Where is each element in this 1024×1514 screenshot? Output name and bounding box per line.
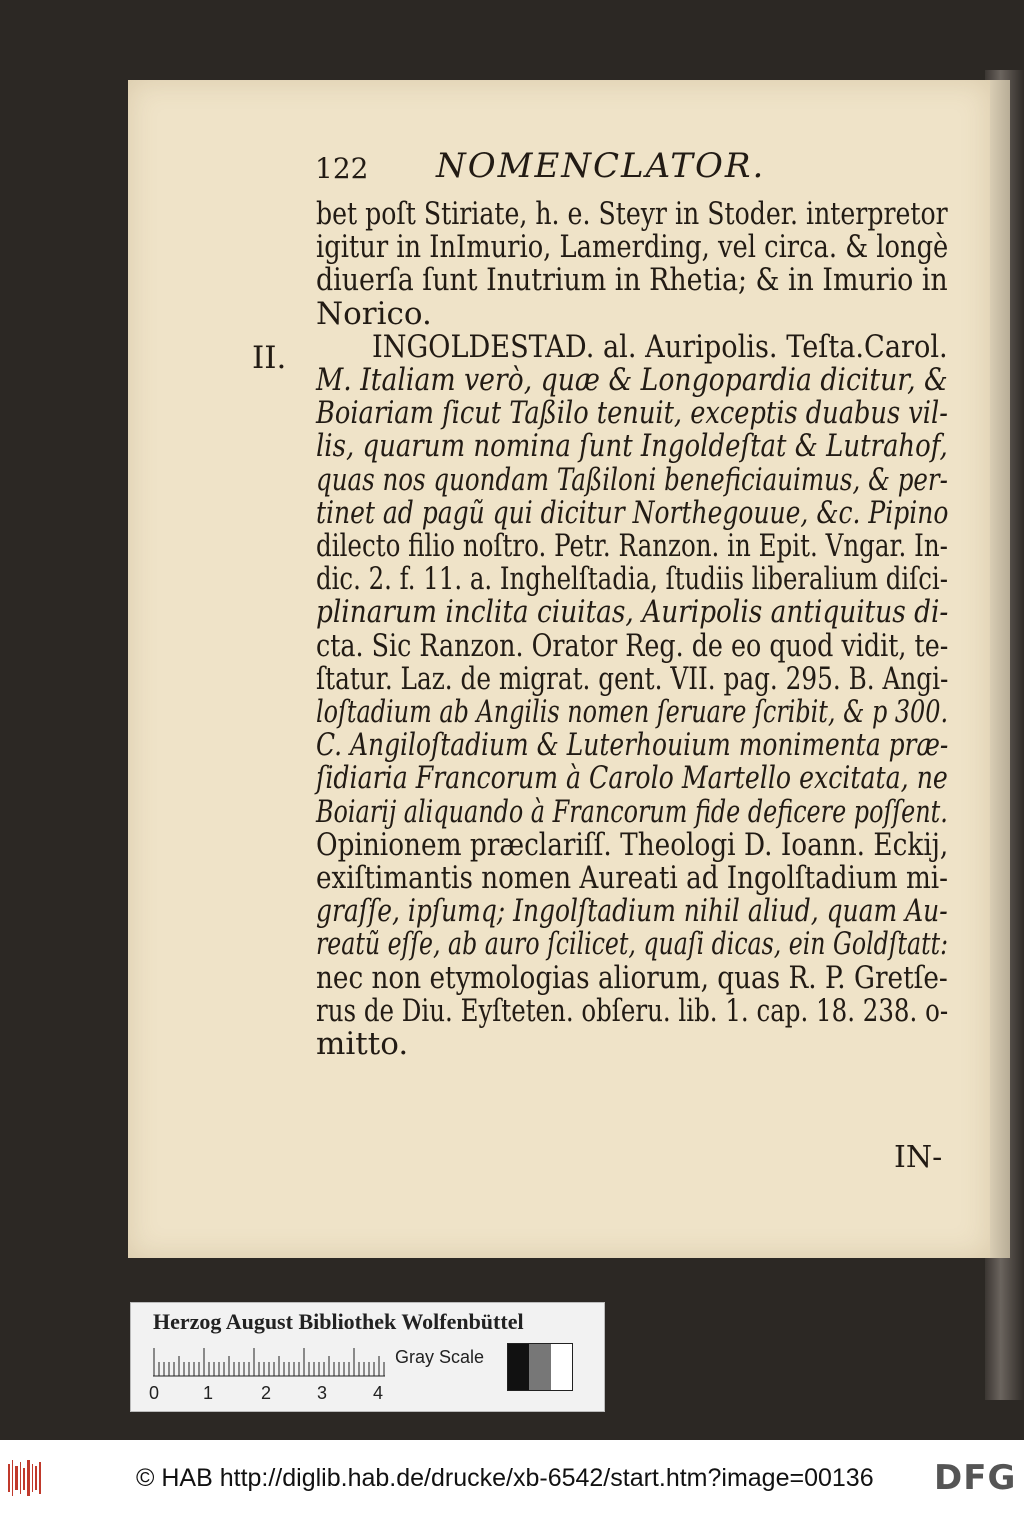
text-line: loſtadium ab Angilis nomen ſeruare ſcribit, & p 300. bbox=[316, 694, 949, 730]
text-line: ſidiaria Francorum à Carolo Martello excitata, ne bbox=[316, 760, 948, 797]
page-number: 122 bbox=[315, 152, 369, 185]
text-line: rus de Diu. Eyſteten. obſeru. lib. 1. cap. 18. 238. o- bbox=[316, 992, 949, 1029]
text-line: graſſe, ipſumq; Ingolſtadium nihil aliud, quam Au- bbox=[316, 893, 948, 930]
text-line: Boiariam ſicut Taßilo tenuit, exceptis duabus vil- bbox=[316, 395, 948, 432]
catchword: IN- bbox=[894, 1140, 943, 1175]
color-scale-card bbox=[130, 1302, 605, 1412]
barcode-icon bbox=[8, 1460, 42, 1496]
text-line: lis, quarum nomina ſunt Ingoldeſtat & Lutrahof, bbox=[316, 428, 948, 465]
margin-numeral: II. bbox=[252, 340, 287, 376]
gray-swatch bbox=[507, 1343, 573, 1391]
text-line: mitto. bbox=[316, 1026, 409, 1062]
text-line: dic. 2. f. 11. a. Inghelſtadia, ſtudiis liberalium diſci- bbox=[316, 561, 948, 598]
text-line: dilecto filio noſtro. Petr. Ranzon. in Epit. Vngar. In- bbox=[316, 528, 948, 564]
text-line: Norico. bbox=[316, 295, 432, 332]
gray-scale-label: Gray Scale bbox=[395, 1347, 485, 1367]
text-line: tinet ad pagũ qui dicitur Northegouue, &c. Pipino bbox=[316, 494, 949, 531]
text-line: plinarum inclita ciuitas, Auripolis antiquitus di- bbox=[316, 594, 949, 631]
dfg-logo: DFG bbox=[934, 1458, 1017, 1498]
footer-bar bbox=[0, 1440, 1024, 1514]
text-line: Opinionem præclariſſ. Theologi D. Ioann. Eckij, bbox=[316, 826, 949, 863]
text-line: Boiarij aliquando à Francorum fide deficere poſſent. bbox=[316, 793, 948, 830]
ruler bbox=[153, 1347, 385, 1377]
ruler-number: 0 bbox=[149, 1383, 160, 1403]
text-line: M. Italiam verò, quæ & Longopardia dicitur, & bbox=[316, 362, 948, 398]
text-line: diuerſa ſunt Inutrium in Rhetia; & in Imurio in bbox=[316, 262, 948, 299]
ruler-numbers bbox=[149, 1383, 399, 1407]
text-line: ſtatur. Laz. de migrat. gent. VII. pag. 295. B. Angi- bbox=[316, 660, 949, 697]
text-line: quas nos quondam Taßiloni beneficiauimus, & per- bbox=[316, 461, 948, 498]
ruler-number: 2 bbox=[261, 1383, 272, 1403]
text-line: igitur in InImurio, Lamerding, vel circa. & longè bbox=[316, 229, 949, 266]
library-name: Herzog August Bibliothek Wolfenbüttel bbox=[153, 1309, 524, 1334]
text-line: nec non etymologias aliorum, quas R. P. Gretſe- bbox=[316, 959, 948, 996]
source-url: © HAB http://diglib.hab.de/drucke/xb-6542/start.htm?image=00136 bbox=[136, 1464, 874, 1492]
running-title: NOMENCLATOR. bbox=[436, 146, 766, 186]
text-line: INGOLDESTAD. al. Auripolis. Teſta.Carol. bbox=[372, 328, 948, 365]
ruler-number: 4 bbox=[373, 1383, 384, 1403]
ruler-number: 1 bbox=[203, 1383, 214, 1403]
text-line: reatũ eſſe, ab auro ſcilicet, quaſi dicas, ein Goldſtatt: bbox=[316, 926, 949, 963]
ruler-number: 3 bbox=[317, 1383, 328, 1403]
text-line: cta. Sic Ranzon. Orator Reg. de eo quod vidit, te- bbox=[316, 627, 949, 664]
text-line: C. Angiloſtadium & Luterhouium monimenta præ- bbox=[316, 727, 949, 764]
text-line: exiſtimantis nomen Aureati ad Ingolſtadium mi- bbox=[316, 860, 949, 896]
text-line: bet poſt Stiriate, h. e. Steyr in Stoder. interpretor bbox=[316, 196, 948, 232]
